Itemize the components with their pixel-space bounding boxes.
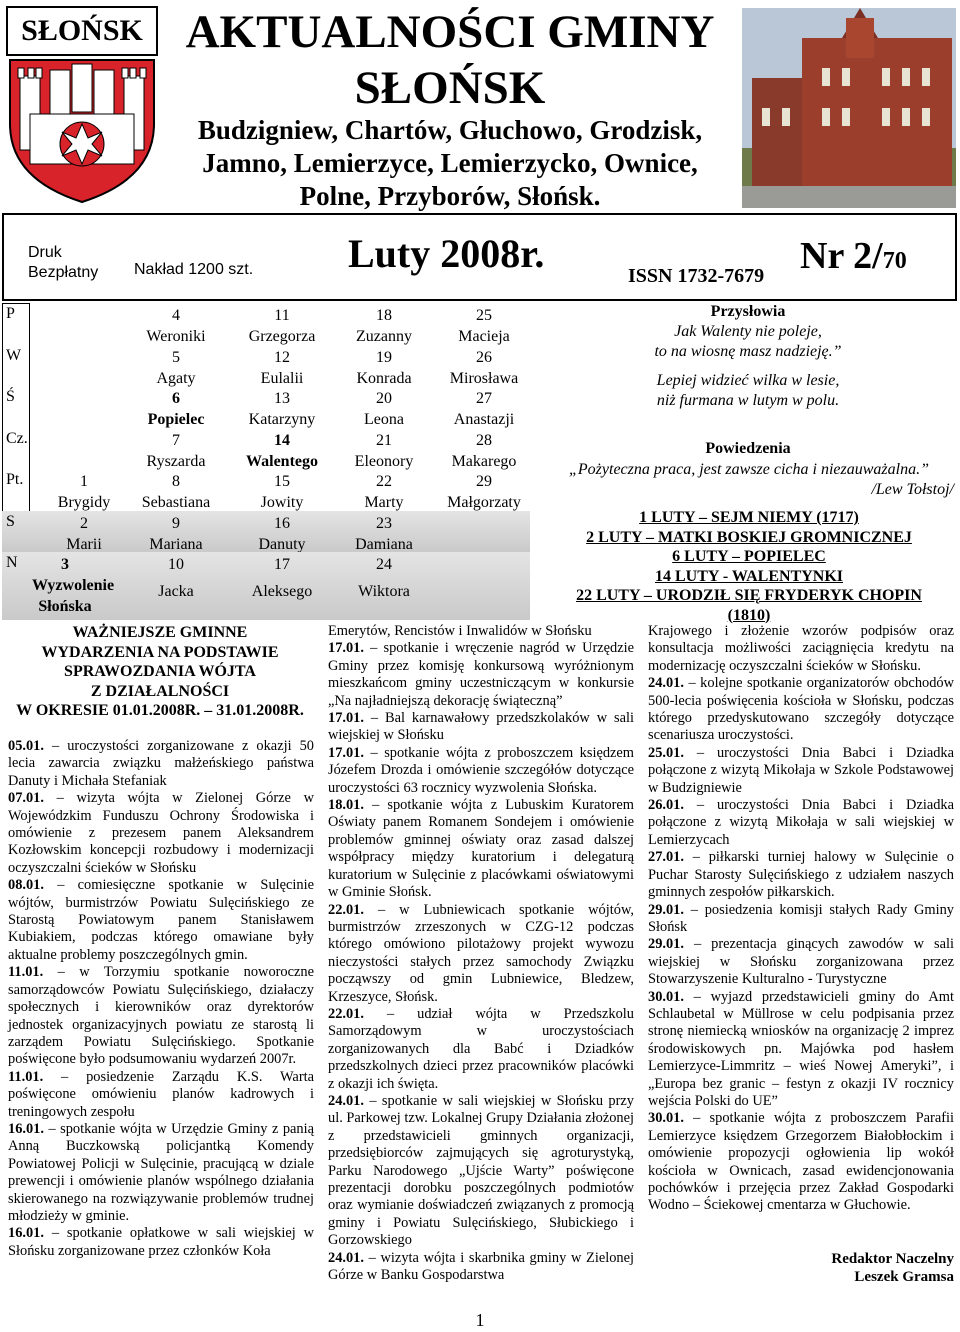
calendar-cell <box>124 305 228 347</box>
event-text: – spotkanie wójta z Lubuskim Kuratorem Oświaty panem Romanem Sondejem i omówienie problemów gminnej oświaty oraz zasad dalszej współpracy między kuratorium i delegaturą kuratorium w Sulęcinie z placówkami oświatowymi w Gminie Słońsk. <box>328 797 634 901</box>
february-dates-list <box>540 508 958 625</box>
event-date: 16.01. <box>8 1120 44 1137</box>
calendar-date: 2 <box>80 514 88 532</box>
event-entry <box>328 640 634 710</box>
event-entry <box>648 675 954 745</box>
calendar-cell <box>32 513 136 555</box>
calendar-row <box>2 428 530 470</box>
calendar-weekday: Cz. <box>6 429 28 447</box>
villages-list: Budzigniew, Chartów, Głuchowo, Grodzisk, Jamno, Lemierzyce, Lemierzycko, Ownice, Polne, Przyborów, Słońsk. <box>197 115 703 211</box>
event-text: – kolejne spotkanie organizatorów obchodów 500-lecia poświęcenia kościoła w Słońsku, podczas którego przedyskutowano szczegóły dotyczące scenariusza uroczystości. <box>648 675 954 744</box>
calendar-cell <box>332 513 436 555</box>
event-text: – piłkarski turniej halowy w Sulęcinie o Puchar Starosty Sulęcińskiego z udziałem naszych gminnych zespołów piłkarskich. <box>648 849 954 901</box>
calendar-cell <box>332 554 436 602</box>
proverb-line: Jak Walenty nie poleje, <box>674 323 822 340</box>
date-item: 22 LUTY – URODZIŁ SIĘ FRYDERYK CHOPIN <box>576 587 922 604</box>
event-text: – Bal karnawałowy przedszkolaków w sali wiejskiej w Słońsku <box>328 710 634 744</box>
calendar-weekday: Pt. <box>6 471 24 488</box>
event-date: 29.01. <box>648 936 684 953</box>
calendar-nameday: Wyzwolenie Słońska <box>32 577 115 615</box>
calendar-date: 13 <box>274 390 290 407</box>
calendar-nameday: Sebastiana <box>141 494 211 511</box>
event-date: 30.01. <box>648 988 684 1005</box>
calendar-nameday: Popielec <box>147 411 205 428</box>
calendar-cell <box>124 347 228 389</box>
calendar-nameday: Mariana <box>149 535 203 553</box>
event-date: 24.01. <box>328 1092 364 1109</box>
calendar-row <box>2 469 530 511</box>
calendar-nameday: Grzegorza <box>248 328 316 345</box>
calendar-date: 5 <box>172 348 180 366</box>
calendar-cell <box>332 388 436 430</box>
calendar-date: 26 <box>476 348 492 366</box>
event-text: – comiesięczne spotkanie w Sulęcinie wójtów, burmistrzów Powiatu Sulęcińskiego ze Starostą Powiatowym panem Stanisławem Kubiakiem, podczas którego omawiane były aktualne problemy poszczególnych gmin. <box>8 877 314 963</box>
calendar-date: 14 <box>274 431 290 449</box>
calendar-date: 16 <box>274 514 290 532</box>
event-text: – wyjazd przedstawicieli gminy do Amt Schlaubetal w Müllrose w celu podpisania przez stronę niemiecką wniosków na organizację 2 imprez środowiskowych pn. Majówka pod hasłem Lemierzyce-Limmritz – wieś Nowej Ameryki”, i „Europa bez granic – festyn z okazji IV rocznicy wejścia Polski do UE” <box>648 988 954 1109</box>
event-entry <box>648 623 954 675</box>
calendar-weekday: Ś <box>6 388 15 405</box>
event-entry <box>328 710 634 745</box>
calendar-nameday: Jowity <box>260 494 304 511</box>
event-text: – spotkanie wójta z proboszczem księdzem Józefem Drozda i omówienie szczegółów dotyczące uroczystości 63 rocznicy wyzwolenia Słońska. <box>328 744 634 796</box>
calendar-cell <box>230 554 334 602</box>
event-date: 22.01. <box>328 901 364 918</box>
event-entry <box>648 849 954 901</box>
calendar-nameday: Ryszarda <box>146 452 206 470</box>
calendar-cell <box>432 430 536 472</box>
event-entry <box>8 1225 314 1260</box>
event-text: – prezentacja ginących zawodów w sali wiejskiej w Słońsku zorganizowana przez Stowarzyszenie Kulturalno - Turystyczne <box>648 936 954 988</box>
calendar-cell <box>432 305 536 347</box>
calendar-cell <box>230 430 334 472</box>
date-item: 6 LUTY – POPIELEC <box>672 548 826 565</box>
calendar-nameday: Walentego <box>246 452 318 470</box>
calendar-cell <box>124 554 228 602</box>
event-text: – w Lubniewicach spotkanie wójtów, burmistrzów zrzeszonych w CZG-12 podczas którego omówiono pilotażowy projekt wywozu nieczystości stałych przez samochody Związku począwszy od gmin Lubniewice, Bledzew, Krzeszyce, Słońsk. <box>328 901 634 1005</box>
event-entry <box>648 989 954 1111</box>
event-entry <box>328 797 634 901</box>
calendar-nameday: Małgorzaty <box>447 494 521 511</box>
calendar-nameday: Jacka <box>158 583 194 600</box>
event-entry <box>8 738 314 790</box>
calendar-weekday: W <box>6 346 22 364</box>
saying-quote: „Pożyteczna praca, jest zawsze cicha i niezauważalna.” <box>569 461 929 478</box>
issn: ISSN 1732-7679 <box>628 265 765 287</box>
town-hall-photo <box>742 8 956 208</box>
calendar-nameday: Danuty <box>258 535 306 553</box>
calendar-nameday: Wiktora <box>358 583 410 600</box>
calendar-date: 15 <box>274 473 290 490</box>
event-text: – uroczystości Dnia Babci i Dziadka połączone z wizytą Mikołaja w Szkole Podstawowej w Budzigniewie <box>648 744 954 796</box>
event-text: – uroczystości Dnia Babci i Dziadka połączone z wizytą Mikołaja w sali wiejskiej w Lemierzycach <box>648 797 954 848</box>
calendar-nameday: Aleksego <box>251 583 313 600</box>
calendar-date: 7 <box>172 431 180 449</box>
calendar-date: 3 <box>61 556 69 573</box>
event-date: 22.01. <box>328 1005 364 1022</box>
event-date: 27.01. <box>648 849 684 866</box>
calendar-date: 8 <box>172 473 180 490</box>
calendar-date: 22 <box>376 473 392 490</box>
calendar-cell <box>124 430 228 472</box>
event-entry <box>648 745 954 797</box>
calendar-date: 19 <box>376 348 392 366</box>
date-item: 2 LUTY – MATKI BOSKIEJ GROMNICZNEJ <box>586 528 912 546</box>
saying-author: /Lew Tołstoj/ <box>871 481 954 498</box>
event-entry <box>328 1250 634 1285</box>
event-entry <box>648 797 954 849</box>
calendar-cell <box>332 430 436 472</box>
event-date: 24.01. <box>328 1249 364 1266</box>
calendar-date: 12 <box>274 348 290 366</box>
proverb-line: to na wiosnę masz nadzieję.” <box>654 343 842 360</box>
calendar-date: 23 <box>376 514 392 532</box>
event-date: 16.01. <box>8 1225 44 1242</box>
event-text: – posiedzenie Zarządu K.S. Warta poświęcone omówieniu planów kadrowych i treningowych zespołu <box>8 1068 314 1120</box>
event-entry <box>8 964 314 1068</box>
calendar-cell <box>32 471 136 513</box>
event-entry <box>328 902 634 1006</box>
calendar-nameday: Anastazji <box>453 411 515 428</box>
calendar-nameday: Mirosława <box>449 369 519 387</box>
calendar-cell <box>32 554 115 617</box>
calendar-nameday: Makarego <box>451 452 517 470</box>
calendar-date: 1 <box>80 473 88 490</box>
date-item: 14 LUTY - WALENTYNKI <box>654 567 844 585</box>
event-entry <box>8 790 314 877</box>
date-item: 1 LUTY – SEJM NIEMY (1717) <box>639 509 859 526</box>
calendar-nameday: Brygidy <box>57 494 111 511</box>
issue-number: Nr 2/70 <box>800 235 907 277</box>
calendar-date: 18 <box>376 307 392 324</box>
calendar-weekday: P <box>6 305 15 322</box>
event-entry <box>328 1006 634 1093</box>
event-entry <box>8 1069 314 1121</box>
calendar-cell <box>332 471 436 513</box>
calendar-date: 9 <box>172 514 180 532</box>
events-column-3 <box>648 623 954 1215</box>
calendar-nameday: Macieja <box>458 328 510 345</box>
calendar-date: 10 <box>168 556 184 573</box>
calendar-row <box>2 386 530 428</box>
newspaper-title: AKTUALNOŚCI GMINY <box>185 6 715 58</box>
calendar-date: 29 <box>476 473 492 490</box>
event-entry <box>648 1110 954 1214</box>
event-entry <box>8 877 314 964</box>
event-text: – w Torzymiu spotkanie noworoczne samorządowców Powiatu Sulęcińskiego, działaczy społecznych i kierowników oraz dyrektorów jednostek organizacyjnych powiatu ze starostą li zarządem Powiatu Sulęcińskiego. Spotkanie poświęcone było podsumowaniu wydarzeń 2007r. <box>8 964 314 1068</box>
calendar-date: 21 <box>376 431 392 449</box>
event-date: 11.01. <box>8 964 44 981</box>
event-text: – spotkanie i wręczenie nagród w Urzędzie Gminy przez komisję konkursową wyróżnionym mieszkańcom gminy uczestniczącym w konkursie „Na najładniejszą dekorację świąteczną” <box>328 640 634 709</box>
calendar-weekday: S <box>6 512 15 530</box>
calendar-cell <box>124 388 228 430</box>
events-column-2 <box>328 623 634 1284</box>
event-date: 05.01. <box>8 738 44 754</box>
event-text: – spotkanie w sali wiejskiej w Słońsku przy ul. Parkowej tzw. Lokalnej Grupy Działania złożonej z przedstawicieli gminnych organizacji, przedsiębiorców zajmujących się agroturystyką, Parku Narodowego „Ujście Warty” poświęcone prezentacji dorobku poszczególnych podmiotów oraz wymianie doświadczeń związanych z promocją gminy i Powiatu Sulęcińskiego, Słubickiego i Gorzowskiego <box>328 1092 634 1249</box>
event-date: 18.01. <box>328 797 364 814</box>
calendar-nameday: Konrada <box>356 369 412 387</box>
calendar-nameday: Eulalii <box>260 369 304 387</box>
event-entry <box>328 1093 634 1250</box>
calendar-nameday: Marty <box>364 494 404 511</box>
calendar-date: 24 <box>376 556 392 573</box>
calendar-weekday: N <box>6 554 18 571</box>
calendar-date: 6 <box>172 390 180 407</box>
calendar-cell <box>432 388 536 430</box>
event-text: Krajowego i złożenie wzorów podpisów oraz konsultacja możliwości zaciągnięcia kredytu na modernizację oczyszczalni ścieków w Słońsku. <box>648 623 954 674</box>
sayings-title: Powiedzenia <box>705 440 791 457</box>
event-text: – uroczystości zorganizowane z okazji 50 lecia zawarcia związku małżeńskiego państwa Danuty i Michała Stefaniak <box>8 738 314 789</box>
calendar-cell <box>230 471 334 513</box>
issue-date: Luty 2008r. <box>348 231 545 276</box>
calendar-cell <box>332 347 436 389</box>
event-date: 30.01. <box>648 1110 684 1127</box>
calendar-date: 4 <box>172 307 180 324</box>
event-date: 25.01. <box>648 744 684 761</box>
proverbs-title: Przysłowia <box>710 303 786 320</box>
calendar-nameday: Marii <box>66 535 102 553</box>
event-entry <box>328 623 634 640</box>
event-date: 07.01. <box>8 790 44 807</box>
calendar-nameday: Weroniki <box>146 328 206 345</box>
calendar-row <box>2 552 530 620</box>
proverb-line: niż furmana w lutym w polu. <box>656 392 840 409</box>
calendar-date: 25 <box>476 307 492 324</box>
events-heading: WAŻNIEJSZE GMINNE WYDARZENIA NA PODSTAWIE SPRAWOZDANIA WÓJTA Z DZIAŁALNOŚCI W OKRESIE 01.01.2008R. – 31.01.2008R. <box>16 624 304 719</box>
event-text: – udział wójta w Przedszkolu Samorządowym w uroczystościach zorganizowanych dla Babć i Dziadków przedszkolnych dzieci przez pracowników placówki z okazji ich święta. <box>328 1005 634 1092</box>
event-date: 11.01. <box>8 1068 44 1085</box>
calendar-cell <box>432 471 536 513</box>
calendar-row <box>2 303 530 345</box>
calendar-cell <box>432 347 536 389</box>
calendar-nameday: Damiana <box>355 535 413 553</box>
proverb-line: Lepiej widzieć wilka w lesie, <box>656 372 840 389</box>
calendar-nameday: Leona <box>364 411 404 428</box>
calendar-nameday: Agaty <box>156 369 196 387</box>
print-run: Nakład 1200 szt. <box>134 261 254 278</box>
date-item: (1810) <box>727 606 771 624</box>
calendar-nameday: Eleonory <box>354 452 414 470</box>
event-text: Emerytów, Rencistów i Inwalidów w Słońsku <box>328 623 592 639</box>
event-entry <box>328 745 634 797</box>
calendar-cell <box>230 513 334 555</box>
calendar-nameday: Zuzanny <box>356 328 412 345</box>
calendar-cell <box>230 347 334 389</box>
calendar-date: 27 <box>476 390 492 407</box>
crest-town-label: SŁOŃSK <box>6 6 158 56</box>
event-text: – wizyta wójta w Zielonej Górze w Wojewódzkim Funduszu Ochrony Środowiska i omówienie z prezesem panem Aleksandrem Kozłowskim koncepcji rozbudowy i modernizacji oczyszczalni ścieków w Słońsku <box>8 790 314 876</box>
event-entry <box>648 936 954 988</box>
proverbs-box <box>538 302 958 411</box>
calendar-cell <box>230 388 334 430</box>
event-date: 24.01. <box>648 675 684 692</box>
event-date: 29.01. <box>648 901 684 918</box>
event-date: 17.01. <box>328 744 364 761</box>
price-note: Druk Bezpłatny <box>28 244 99 281</box>
page-number: 1 <box>475 1310 485 1330</box>
calendar-cell <box>332 305 436 347</box>
calendar-date: 20 <box>376 390 392 407</box>
calendar-date: 17 <box>274 556 290 573</box>
event-date: 26.01. <box>648 797 684 814</box>
calendar-cell <box>124 513 228 555</box>
editor-credit: Redaktor Naczelny Leszek Gramsa <box>831 1251 954 1285</box>
calendar-row <box>2 345 530 387</box>
calendar-nameday: Katarzyny <box>248 411 316 428</box>
newspaper-title-town: SŁOŃSK <box>354 62 546 114</box>
event-entry <box>8 1121 314 1225</box>
calendar-date: 28 <box>476 431 492 449</box>
calendar-date: 11 <box>274 307 290 324</box>
event-text: – posiedzenia komisji stałych Rady Gminy Słońsk <box>648 901 954 935</box>
calendar-row <box>2 511 530 553</box>
calendar-cell <box>230 305 334 347</box>
event-text: – spotkanie opłatkowe w sali wiejskiej w Słońsku zorganizowane przez członków Koła <box>8 1225 314 1259</box>
event-date: 17.01. <box>328 710 364 727</box>
events-column-1 <box>8 738 314 1260</box>
event-date: 08.01. <box>8 877 44 894</box>
calendar-cell <box>124 471 228 513</box>
event-text: – spotkanie wójta z proboszczem Parafii Lemierzyce księdzem Grzegorzem Białobłockim i omówienie propozycji ogłowienia lip wokół kościoła w Ownicach, zasad ewidencjonowania pochówków i przejęcia przez Zakład Gospodarki Wodno – Ściekowej cmentarza w Głuchowie. <box>648 1110 954 1214</box>
event-date: 17.01. <box>328 640 364 657</box>
event-text: – wizyta wójta i skarbnika gminy w Zielonej Górze w Banku Gospodarstwa <box>328 1249 634 1284</box>
event-entry <box>648 902 954 937</box>
event-text: – spotkanie wójta w Urzędzie Gminy z panią Anną Buczkowską policjantką Komendy Powiatowej Policji w Sulęcinie, pracującą w dziale prewencji i omówienie planów wspólnego działania skierowanego na rozwiązywanie problemów trudnej młodzieży w gminie. <box>8 1120 314 1224</box>
